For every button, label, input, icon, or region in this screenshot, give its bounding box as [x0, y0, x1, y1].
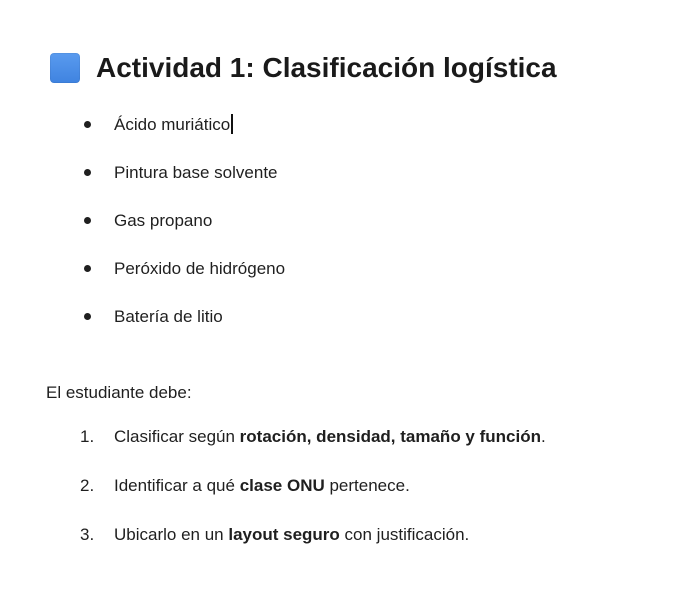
task-text-end: con justificación. [339, 525, 470, 544]
list-item[interactable] [84, 257, 285, 281]
list-number: 1. [80, 427, 95, 446]
list-item-text: Ácido muriático [114, 115, 231, 134]
list-number: 2. [80, 476, 95, 495]
list-item[interactable] [84, 305, 285, 329]
bullet-icon [84, 121, 91, 128]
task-text: Identificar a qué [114, 476, 240, 495]
materials-list [84, 113, 285, 353]
task-text: Ubicarlo en un [114, 525, 229, 544]
task-text-end: . [540, 427, 546, 446]
text-cursor [231, 114, 233, 134]
list-item-text: Batería de litio [114, 307, 223, 326]
list-item[interactable] [80, 474, 546, 498]
list-item-text: Pintura base solvente [114, 163, 278, 182]
task-text: Clasificar según [114, 427, 240, 446]
section-heading [50, 52, 557, 84]
task-text-end: pertenece. [324, 476, 410, 495]
bullet-icon [84, 169, 91, 176]
page-title: Actividad 1: Clasificación logística [96, 52, 557, 83]
bullet-icon [84, 217, 91, 224]
list-item[interactable] [80, 523, 546, 547]
bullet-icon [84, 265, 91, 272]
list-item-text: Gas propano [114, 211, 213, 230]
intro-paragraph[interactable]: El estudiante debe: [46, 383, 192, 402]
list-item[interactable] [84, 113, 285, 137]
list-item[interactable] [84, 209, 285, 233]
list-item-text: Peróxido de hidrógeno [114, 259, 286, 278]
bullet-icon [84, 313, 91, 320]
task-bold-text: rotación, densidad, tamaño y función [239, 427, 541, 446]
list-item[interactable] [84, 161, 285, 185]
tasks-list [80, 425, 546, 572]
list-item[interactable] [80, 425, 546, 449]
list-number: 3. [80, 525, 95, 544]
blue-square-icon [50, 53, 80, 83]
task-bold-text: layout seguro [228, 525, 340, 544]
task-bold-text: clase ONU [239, 476, 325, 495]
